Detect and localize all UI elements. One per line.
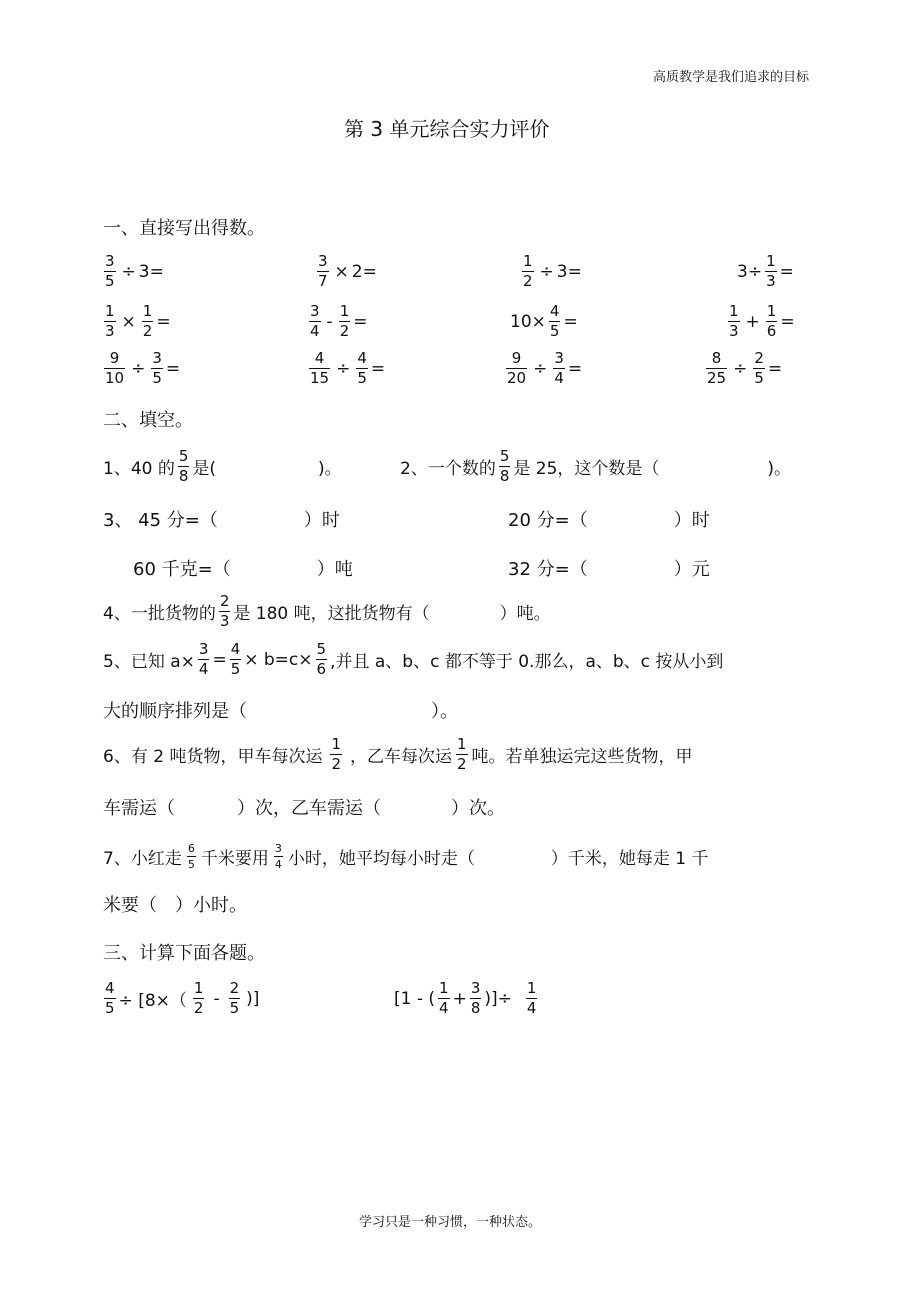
p1-r3-c4: $\frac{8}{25}$ ÷ $\frac{2}{5}$ = — [707, 349, 783, 387]
fraction: $\frac{6}{5}$ — [187, 842, 195, 871]
question-1: 1、40 的 $\frac{5}{8}$ 是( )。 — [103, 447, 342, 485]
fraction: $\frac{3}{4}$ — [274, 842, 282, 871]
fraction: $\frac{3}{7}$ — [318, 252, 328, 290]
fraction: $\frac{1}{3}$ — [105, 302, 115, 340]
page-footer: 学习只是一种习惯，一种状态。 — [359, 1215, 542, 1230]
fraction: $\frac{1}{4}$ — [439, 979, 449, 1017]
fraction: $\frac{9}{10}$ — [105, 349, 125, 387]
question-7-line-1: 7、小红走 $\frac{6}{5}$ 千米要用 $\frac{3}{4}$ 小时，她平均每小时走（ ）千米，她每走 1 千 — [103, 842, 709, 871]
p1-r1-c3: $\frac{1}{2}$ ÷ 3= — [523, 252, 582, 290]
section-3-heading: 三、计算下面各题。 — [103, 943, 265, 964]
question-5-line-2: 大的顺序排列是（ ）。 — [103, 701, 458, 722]
fraction: $\frac{3}{4}$ — [310, 302, 320, 340]
question-6-line-2: 车需运（ ）次，乙车需运（ ）次。 — [103, 798, 505, 819]
question-5-line-1: 5、已知 a× $\frac{3}{4}$ = $\frac{4}{5}$ × b=c× $\frac{5}{6}$ ,并且 a、b、c 都不等于 0.那么，a、b、c 按从小到 — [103, 640, 724, 678]
fraction: $\frac{2}{3}$ — [219, 592, 230, 630]
question-7-line-2: 米要（ ）小时。 — [103, 895, 247, 916]
fraction: $\frac{3}{5}$ — [152, 349, 162, 387]
fraction: $\frac{1}{2}$ — [523, 252, 533, 290]
fraction: $\frac{3}{5}$ — [105, 252, 115, 290]
fraction: $\frac{1}{6}$ — [766, 302, 777, 340]
fraction: $\frac{4}{15}$ — [310, 349, 330, 387]
p1-r3-c3: $\frac{9}{20}$ ÷ $\frac{3}{4}$ = — [507, 349, 583, 387]
fraction: $\frac{1}{3}$ — [729, 302, 739, 340]
question-3-a: 3、 45 分=（ ）时 — [103, 510, 340, 531]
fraction: $\frac{8}{25}$ — [707, 349, 727, 387]
p1-r2-c3: 10× $\frac{4}{5}$ = — [510, 302, 578, 340]
p1-r3-c1: $\frac{9}{10}$ ÷ $\frac{3}{5}$ = — [105, 349, 181, 387]
fraction: $\frac{4}{5}$ — [105, 979, 115, 1017]
fraction: $\frac{2}{5}$ — [754, 349, 764, 387]
fraction: $\frac{4}{5}$ — [230, 640, 241, 678]
section-1-heading: 一、直接写出得数。 — [103, 218, 265, 239]
fraction: $\frac{4}{5}$ — [357, 349, 367, 387]
question-6-line-1: 6、有 2 吨货物，甲车每次运 $\frac{1}{2}$ ，乙车每次运 $\frac{1}{2}$ 吨。若单独运完这些货物，甲 — [103, 735, 693, 773]
fraction: $\frac{5}{6}$ — [316, 640, 327, 678]
question-2: 2、一个数的 $\frac{5}{8}$ 是 25，这个数是（ )。 — [400, 447, 792, 485]
fraction: $\frac{2}{5}$ — [229, 979, 240, 1017]
fraction: $\frac{1}{2}$ — [339, 302, 350, 340]
fraction: $\frac{4}{5}$ — [549, 302, 560, 340]
fraction: $\frac{3}{4}$ — [554, 349, 564, 387]
calc-expression-1: $\frac{4}{5}$ ÷ [8×（ $\frac{1}{2}$ - $\frac{2}{5}$ )] — [105, 979, 260, 1017]
fraction: $\frac{1}{2}$ — [331, 735, 341, 773]
fraction: $\frac{9}{20}$ — [507, 349, 527, 387]
p1-r2-c2: $\frac{3}{4}$ - $\frac{1}{2}$ = — [310, 302, 368, 340]
fraction: $\frac{1}{2}$ — [457, 735, 467, 773]
page-header: 高质教学是我们追求的目标 — [653, 70, 810, 85]
p1-r2-c4: $\frac{1}{3}$ + $\frac{1}{6}$ = — [729, 302, 795, 340]
p1-r1-c4: 3÷ $\frac{1}{3}$ = — [737, 252, 794, 290]
fraction: $\frac{5}{8}$ — [178, 447, 189, 485]
p1-r1-c2: $\frac{3}{7}$ × 2= — [318, 252, 377, 290]
page-title: 第 3 单元综合实力评价 — [344, 117, 550, 141]
question-3-b: 20 分=（ ）时 — [508, 510, 710, 531]
fraction: $\frac{1}{4}$ — [526, 979, 537, 1017]
fraction: $\frac{3}{8}$ — [470, 979, 481, 1017]
fraction: $\frac{5}{8}$ — [499, 447, 510, 485]
fraction: $\frac{1}{3}$ — [766, 252, 776, 290]
fraction: $\frac{1}{2}$ — [142, 302, 153, 340]
p1-r1-c1: $\frac{3}{5}$ ÷ 3= — [105, 252, 164, 290]
fraction: $\frac{3}{4}$ — [198, 640, 209, 678]
question-3-c: 60 千克=（ ）吨 — [133, 559, 353, 580]
section-2-heading: 二、填空。 — [103, 410, 193, 431]
p1-r2-c1: $\frac{1}{3}$ × $\frac{1}{2}$ = — [105, 302, 171, 340]
calc-expression-2: [1 - ( $\frac{1}{4}$ + $\frac{3}{8}$ )]÷ $\frac{1}{4}$ — [394, 979, 537, 1017]
question-3-d: 32 分=（ ）元 — [508, 559, 710, 580]
p1-r3-c2: $\frac{4}{15}$ ÷ $\frac{4}{5}$ = — [310, 349, 386, 387]
question-4: 4、一批货物的 $\frac{2}{3}$ 是 180 吨，这批货物有（ ）吨。 — [103, 592, 551, 630]
fraction: $\frac{1}{2}$ — [193, 979, 204, 1017]
